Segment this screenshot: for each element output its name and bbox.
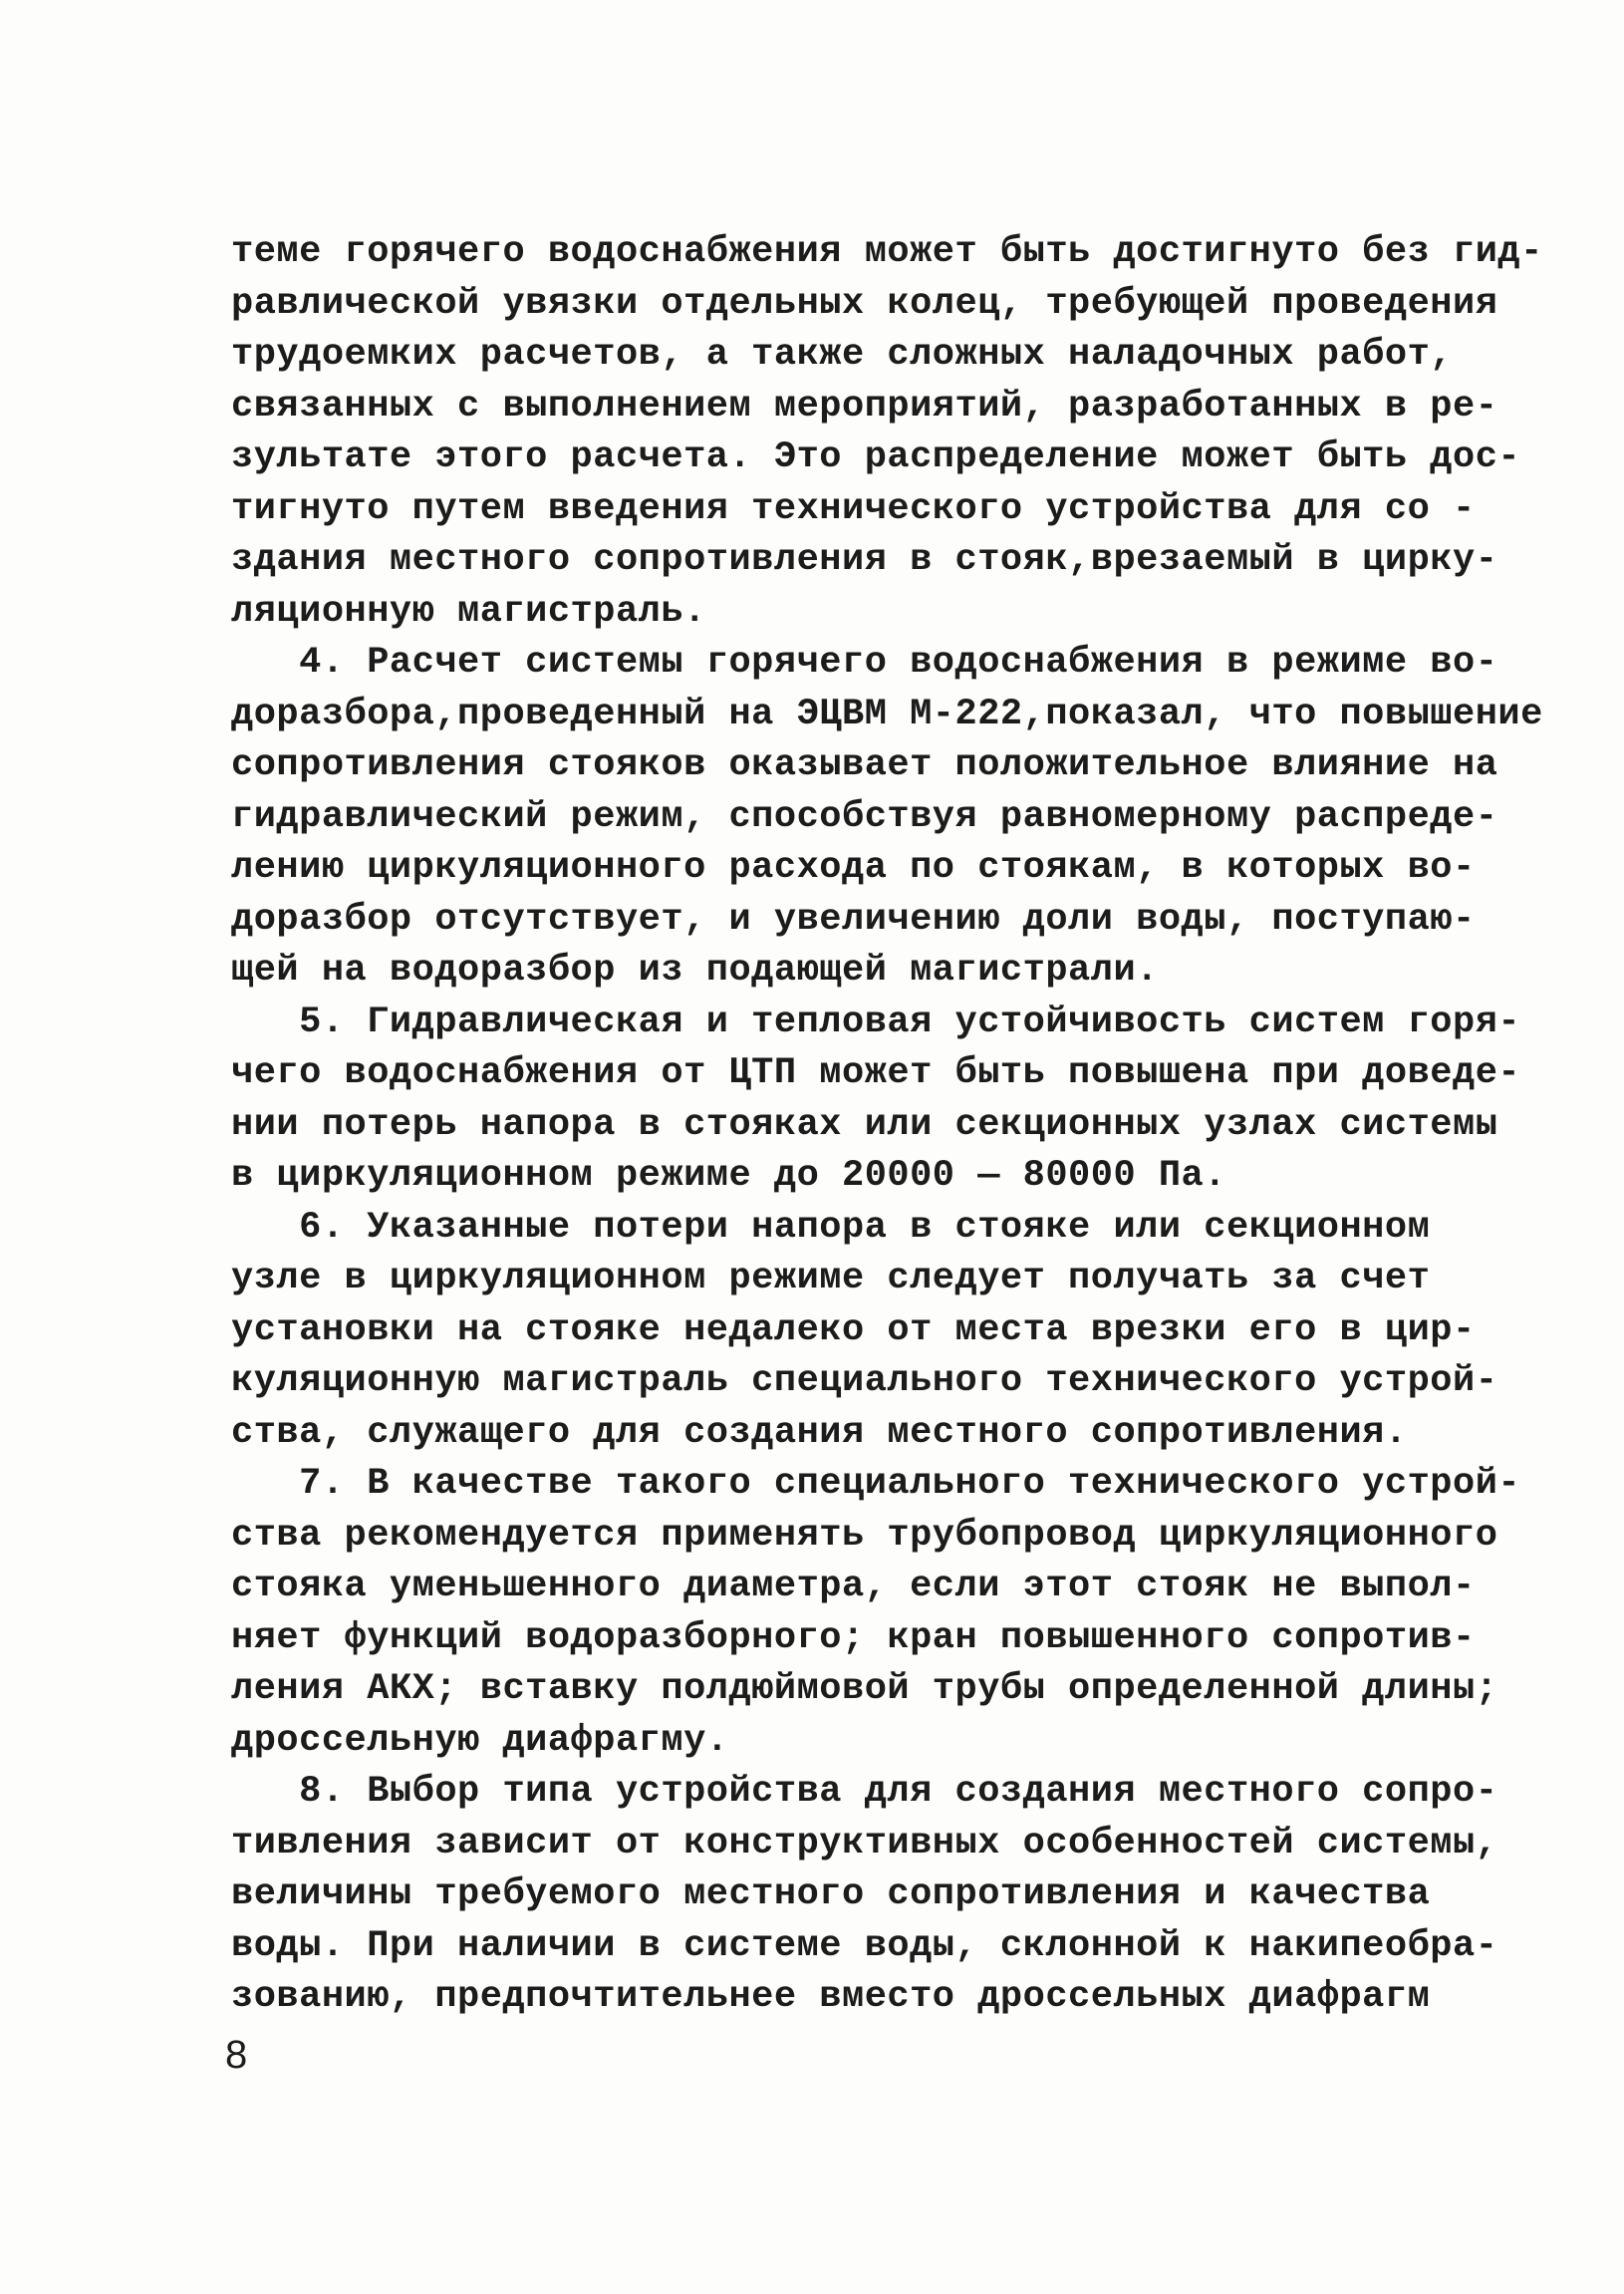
text-line: гидравлический режим, способствуя равномерному распреде- (231, 795, 1498, 838)
text-line: связанных с выполнением мероприятий, разработанных в ре- (231, 385, 1498, 428)
text-line: здания местного сопротивления в стояк,врезаемый в цирку- (231, 539, 1498, 581)
text-line: зультате этого расчета. Это распределение может быть дос- (231, 436, 1521, 478)
text-line: 4. Расчет системы горячего водоснабжения в режиме во- (231, 642, 1498, 684)
text-line: 5. Гидравлическая и тепловая устойчивость систем горя- (231, 1001, 1521, 1043)
text-line: величины требуемого местного сопротивления и качества (231, 1873, 1431, 1915)
text-line: доразбор отсутствует, и увеличению доли воды, поступаю- (231, 898, 1476, 941)
text-line: тивления зависит от конструктивных особенностей системы, (231, 1822, 1498, 1864)
body-text (231, 227, 1543, 2024)
text-line: ления АКХ; вставку полдюймовой трубы определенной длины; (231, 1668, 1498, 1710)
text-line: щей на водоразбор из подающей магистрали. (231, 950, 1159, 992)
text-line: дроссельную диафрагму. (231, 1719, 729, 1762)
text-line: сопротивления стояков оказывает положительное влияние на (231, 744, 1498, 786)
text-line: лению циркуляционного расхода по стоякам, в которых во- (231, 847, 1476, 889)
text-line: ства рекомендуется применять трубопровод циркуляционного (231, 1514, 1498, 1557)
text-line: тигнуто путем введения технического устройства для со - (231, 487, 1476, 530)
text-line: установки на стояке недалеко от места врезки его в цир- (231, 1308, 1476, 1351)
text-line: воды. При наличии в системе воды, склонной к накипеобра- (231, 1924, 1498, 1967)
text-line: чего водоснабжения от ЦТП может быть повышена при доведе- (231, 1052, 1521, 1094)
text-line: равлической увязки отдельных колец, требующей проведения (231, 282, 1498, 325)
text-line: зованию, предпочтительнее вместо дроссельных диафрагм (231, 1976, 1431, 2018)
text-line: доразбора,проведенный на ЭЦВМ М-222,показал, что повышение (231, 693, 1543, 735)
text-line: теме горячего водоснабжения может быть достигнуто без гид- (231, 231, 1543, 273)
text-line: 8. Выбор типа устройства для создания местного сопро- (231, 1771, 1498, 1813)
text-line: трудоемких расчетов, а также сложных наладочных работ, (231, 334, 1453, 376)
text-line: узле в циркуляционном режиме следует получать за счет (231, 1258, 1431, 1299)
text-line: ства, служащего для создания местного сопротивления. (231, 1411, 1408, 1454)
text-line: 7. В качестве такого специального технического устрой- (231, 1463, 1521, 1505)
text-line: стояка уменьшенного диаметра, если этот стояк не выпол- (231, 1566, 1476, 1607)
text-line: 6. Указанные потери напора в стояке или секционном (231, 1206, 1431, 1249)
text-line: куляционную магистраль специального технического устрой- (231, 1360, 1498, 1402)
page-number: 8 (225, 2033, 248, 2077)
text-line: няет функций водоразборного; кран повышенного сопротив- (231, 1616, 1476, 1659)
text-line: нии потерь напора в стояках или секционных узлах системы (231, 1103, 1498, 1146)
text-line: в циркуляционном режиме до 20000 — 80000 Па. (231, 1155, 1226, 1197)
text-line: ляционную магистраль. (231, 590, 706, 633)
